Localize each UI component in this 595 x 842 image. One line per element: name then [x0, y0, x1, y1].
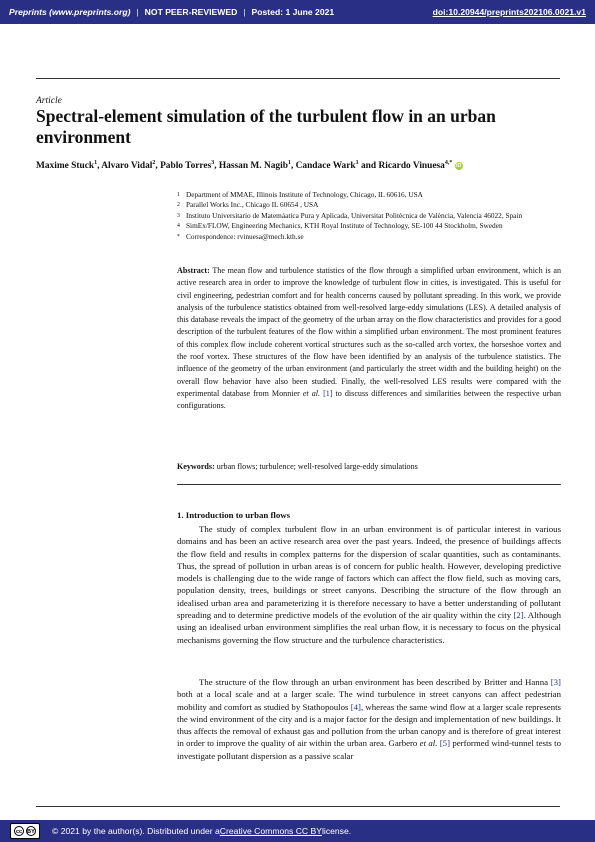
- citation-link[interactable]: [5]: [439, 738, 451, 749]
- keywords: [177, 461, 561, 473]
- affiliation-item: [177, 200, 565, 210]
- citation-link[interactable]: [3]: [550, 677, 561, 687]
- affiliation-mark: *: [177, 233, 180, 240]
- author-separator: ,: [97, 161, 102, 172]
- affiliation-text: Instituto Universitario de Matemáatica Pura y Aplicada, Universitat Politècnica de València, Valencia 46022, Spain: [186, 210, 523, 220]
- section-heading: 1. Introduction to urban flows: [177, 510, 290, 520]
- author-separator: ,: [290, 161, 296, 172]
- affiliation-text: Department of MMAE, Illinois Institute of Technology, Chicago, IL 60616, USA: [186, 190, 423, 199]
- cc-by-logo-icon[interactable]: [10, 823, 40, 839]
- header-separator: |: [136, 7, 139, 17]
- abstract-etal: et al.: [302, 388, 321, 398]
- author-and: and: [358, 161, 379, 172]
- paragraph-text: . Although using an idealised urban environment simplifies the real urban flow, it is necessary to focus on the physical mechanisms governing the flow structure and the turbulence characteristics.: [177, 610, 561, 645]
- author-affil-mark: 2: [152, 160, 156, 166]
- author-separator: ,: [155, 161, 161, 172]
- author-name: Maxime Stuck: [36, 161, 95, 172]
- affiliation-item: [177, 190, 565, 200]
- author-list: [36, 160, 566, 171]
- review-status: NOT PEER-REVIEWED: [144, 7, 238, 17]
- license-prefix: © 2021 by the author(s). Distributed under a: [52, 826, 220, 836]
- author-affil-mark: 3: [211, 160, 215, 166]
- affiliation-mark: 3: [177, 212, 180, 219]
- cc-icon: cc: [14, 826, 24, 836]
- license-footer: [0, 820, 595, 842]
- header-rule: [36, 78, 560, 79]
- license-suffix: license.: [322, 826, 352, 836]
- affiliation-mark: 1: [177, 192, 180, 198]
- abstract-label: Abstract:: [177, 266, 210, 275]
- affiliation-text: Parallel Works Inc., Chicago IL 60654 , USA: [186, 200, 319, 210]
- author-affil-mark: 1: [94, 160, 98, 166]
- affiliations: [177, 190, 565, 242]
- orcid-icon[interactable]: iD: [455, 163, 462, 170]
- by-icon: BY: [26, 826, 36, 836]
- affiliation-item: [177, 221, 565, 231]
- affiliation-mark: 4: [177, 223, 180, 230]
- author-name: Pablo Torres: [160, 161, 212, 172]
- section-rule: [177, 484, 561, 485]
- abstract-text: The mean flow and turbulence statistics of the flow through a simplified urban environment, which is an active research area in order to improve the knowledge of turbulent flow in cities, is investigated. This is useful for civil engineering, pedestrian comfort and for health concerns caused by pollutant spreading. In this work, we provide analysis of the turbulence statistics obtained from well-resolved large-eddy simulations (LES). A detailed analysis of this database reveals the impact of the geometry of the urban array on the flow characteristics and provides for a good description of the turbulent features of the flow within a simplified urban environment. The most prominent features of this complex flow include coherent vortical structures such as the so-called arch vortex, the horseshoe vortex and the roof vortex. These structures of the flow have been identified by an analysis of the turbulence statistics. The influence of the geometry of the urban environment (and particularly the street width and the building height) on the overall flow behavior have also been studied. Finally, the well-resolved LES results were compared with the experimental database from Monnier: [177, 266, 561, 398]
- paragraph-text: both at a local scale and at a larger scale. The wind turbulence in street canyons can affect pedestrian mobility and comfort as studied by Stathopoulos: [177, 689, 561, 712]
- paragraph-text: The structure of the flow through an urban environment has been described by Britter and Hanna: [199, 677, 551, 687]
- paragraph: [177, 523, 561, 646]
- header-separator: |: [243, 7, 246, 17]
- author-separator: ,: [214, 161, 219, 172]
- author-affil-mark: 1: [355, 160, 359, 166]
- license-link[interactable]: Creative Commons CC BY: [219, 826, 322, 836]
- paper-title: Spectral-element simulation of the turbulent flow in an urban environment: [36, 106, 496, 147]
- paragraph-etal: et al.: [419, 738, 438, 749]
- keywords-text: urban flows; turbulence; well-resolved large-eddy simulations: [214, 462, 418, 471]
- author-affil-mark: 4,*: [444, 160, 453, 166]
- correspondence: [177, 232, 565, 242]
- author-name: Ricardo Vinuesa: [378, 161, 445, 172]
- author-name: Hassan M. Nagib: [218, 161, 288, 172]
- footer-rule: [36, 806, 560, 807]
- affiliation-mark: 2: [177, 202, 180, 209]
- affiliation-text: SimEx/FLOW, Engineering Mechanics, KTH Royal Institute of Technology, SE-100 44 Stockholm, Sweden: [186, 221, 503, 231]
- abstract: [177, 265, 561, 413]
- paragraph-text: performed wind-tunnel tests to investigate pollutant dispersion as a passive scalar: [177, 738, 561, 761]
- author-affil-mark: 1: [287, 160, 291, 166]
- article-type: Article: [36, 96, 62, 106]
- abstract-text: to discuss differences and similarities between the respective urban configurations.: [177, 388, 562, 411]
- citation-link[interactable]: [4]: [350, 701, 361, 712]
- preprint-header-bar: [0, 0, 595, 24]
- correspondence-email[interactable]: Correspondence: rvinuesa@mech.kth.se: [186, 231, 304, 241]
- author-name: Alvaro Vidal: [101, 161, 153, 172]
- paragraph-text: , whereas the same wind flow at a larger scale represents the wind environment of the city and is a major factor for the design and implementation of new buildings. It thus affects the removal of exhaust gas and pollution from the urban canopy and is therefore of great interest in order to improve the quality of air within the urban area. Garbero: [177, 701, 561, 749]
- author-name: Candace Wark: [295, 161, 356, 172]
- paragraph: [177, 676, 561, 762]
- citation-link[interactable]: [1]: [323, 388, 333, 398]
- preprints-brand-link[interactable]: Preprints (www.preprints.org): [9, 7, 131, 17]
- affiliation-item: [177, 211, 565, 221]
- paragraph-text: The study of complex turbulent flow in an urban environment is of particular interest in various domains and has been an active research area over the past years. Indeed, the presence of buildings affects the flow field and results in complex patterns for the dispersion of scalar quantities, such as contaminants. Thus, the spread of pollution in urban areas is of concern for public health. However, developing predictive models is challenging due to the wide range of factors which can affect the flow field, such as moving cars, population density, trees, buildings or street canyons. Describing the structure of the flow through an idealised urban area and parameterizing it is therefore necessary to have a better understanding of pollutant spreading and to determine predictive models of the evolution of the air quality within the city: [177, 524, 561, 621]
- keywords-label: Keywords:: [177, 462, 215, 471]
- citation-link[interactable]: [2]: [513, 610, 524, 621]
- doi-link[interactable]: doi:10.20944/preprints202106.0021.v1: [432, 7, 586, 17]
- posted-date: Posted: 1 June 2021: [251, 7, 335, 17]
